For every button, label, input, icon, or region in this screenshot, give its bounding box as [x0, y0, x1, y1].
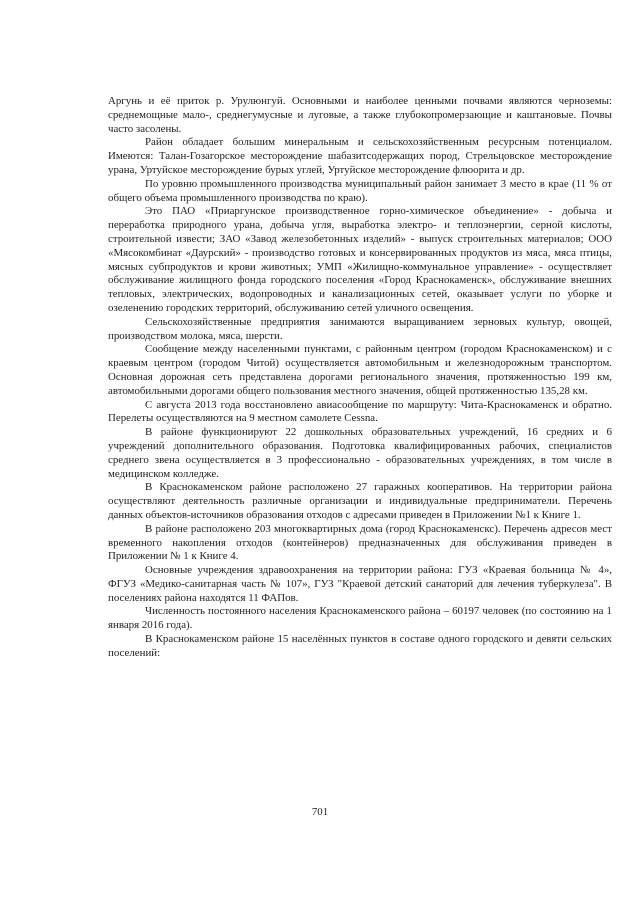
paragraph-industrial-rank: По уровню промышленного производства муниципальный район занимает 3 место в крае (11 % от общего объема промышленного производства по краю).	[108, 177, 612, 204]
paragraph-soils-continued: Аргунь и её приток р. Урулюнгуй. Основными и наиболее ценными почвами являются черноземы: среднемощные мало-, среднегумусные и луговые, а также глубокопромерзающие и каштановые. Почвы часто засолены.	[108, 95, 612, 135]
paragraph-population: Численность постоянного населения Краснокаменского района – 60197 человек (по состоянию на 1 января 2016 года).	[108, 605, 612, 632]
paragraph-settlements: В Краснокаменском районе 15 населённых пунктов в составе одного городского и девяти сельских поселений:	[108, 633, 612, 659]
paragraph-healthcare: Основные учреждения здравоохранения на территории района: ГУЗ «Краевая больница № 4», ФГУЗ «Медико-санитарная часть № 107», ГУЗ "Краевой детский санаторий для лечения туберкулеза". В поселениях района находятся 11 ФАПов.	[108, 564, 612, 604]
body-text	[108, 95, 612, 661]
page-number: 701	[311, 806, 329, 818]
paragraph-mineral-resources: Район обладает большим минеральным и сельскохозяйственным ресурсным потенциалом. Имеются: Талан-Гозагорское месторождение шабазитсодержащих пород, Стрельцовское месторождение урана, Уртуйское месторождение бурых углей, Уртуйское месторождение флюорита и др.	[108, 136, 612, 176]
paragraph-enterprises: Это ПАО «Приаргунское производственное горно-химическое объединение» - добыча и переработка природного урана, добыча угля, выработка электро- и теплоэнергии, серной кислоты, строительной извести; ЗАО «Завод железобетонных изделий» - выпуск строительных материалов; ООО «Мясокомбинат «Даурский» - производство готовых и консервированных продуктов из мяса, мяса птицы, мясных субпродуктов и крови животных; УМП «Жилищно-коммунальное управление» - осуществляет обслуживание жилищного фонда городского поселения «Город Краснокаменск», обслуживание внешних тепловых, электрических, водопроводных и канализационных сетей, оказывает услуги по уборке и озеленению городских территорий, обслуживанию сетей уличного освещения.	[108, 205, 612, 314]
paragraph-agriculture: Сельскохозяйственные предприятия занимаются выращиванием зерновых культур, овощей, производством молока, мяса, шерсти.	[108, 315, 612, 342]
paragraph-garage-cooperatives: В Краснокаменском районе расположено 27 гаражных кооперативов. На территории района осуществляют деятельность различные организации и индивидуальные предприниматели. Перечень данных объектов-источников образования отходов с адресами приведен в Приложении №1 к Книге 1.	[108, 481, 612, 521]
paragraph-air-service: С августа 2013 года восстановлено авиасообщение по маршруту: Чита-Краснокаменск и обратно. Перелеты осуществляются на 9 местном самолете Cessna.	[108, 398, 612, 425]
paragraph-education: В районе функционируют 22 дошкольных образовательных учреждений, 16 средних и 6 учреждений дополнительного образования. Подготовка квалифицированных рабочих, специалистов среднего звена осуществляется в 3 профессионально - образовательных учреждениях, в том числе в медицинском колледже.	[108, 426, 612, 480]
paragraph-apartment-buildings: В районе расположено 203 многоквартирных дома (город Краснокаменскс). Перечень адресов мест временного накопления отходов (контейнеров) предназначенных для обслуживания приведен в Приложении № 1 к Книге 4.	[108, 522, 612, 563]
paragraph-transport: Сообщение между населенными пунктами, с районным центром (городом Краснокаменском) и с краевым центром (городом Читой) осуществляется автомобильным и железнодорожным транспортом. Основная дорожная сеть представлена дорогами регионального значения, протяженностью 199 км, автомобильными дорогами общего пользования местного значения, общей протяженностью 135,28 км.	[108, 343, 612, 397]
